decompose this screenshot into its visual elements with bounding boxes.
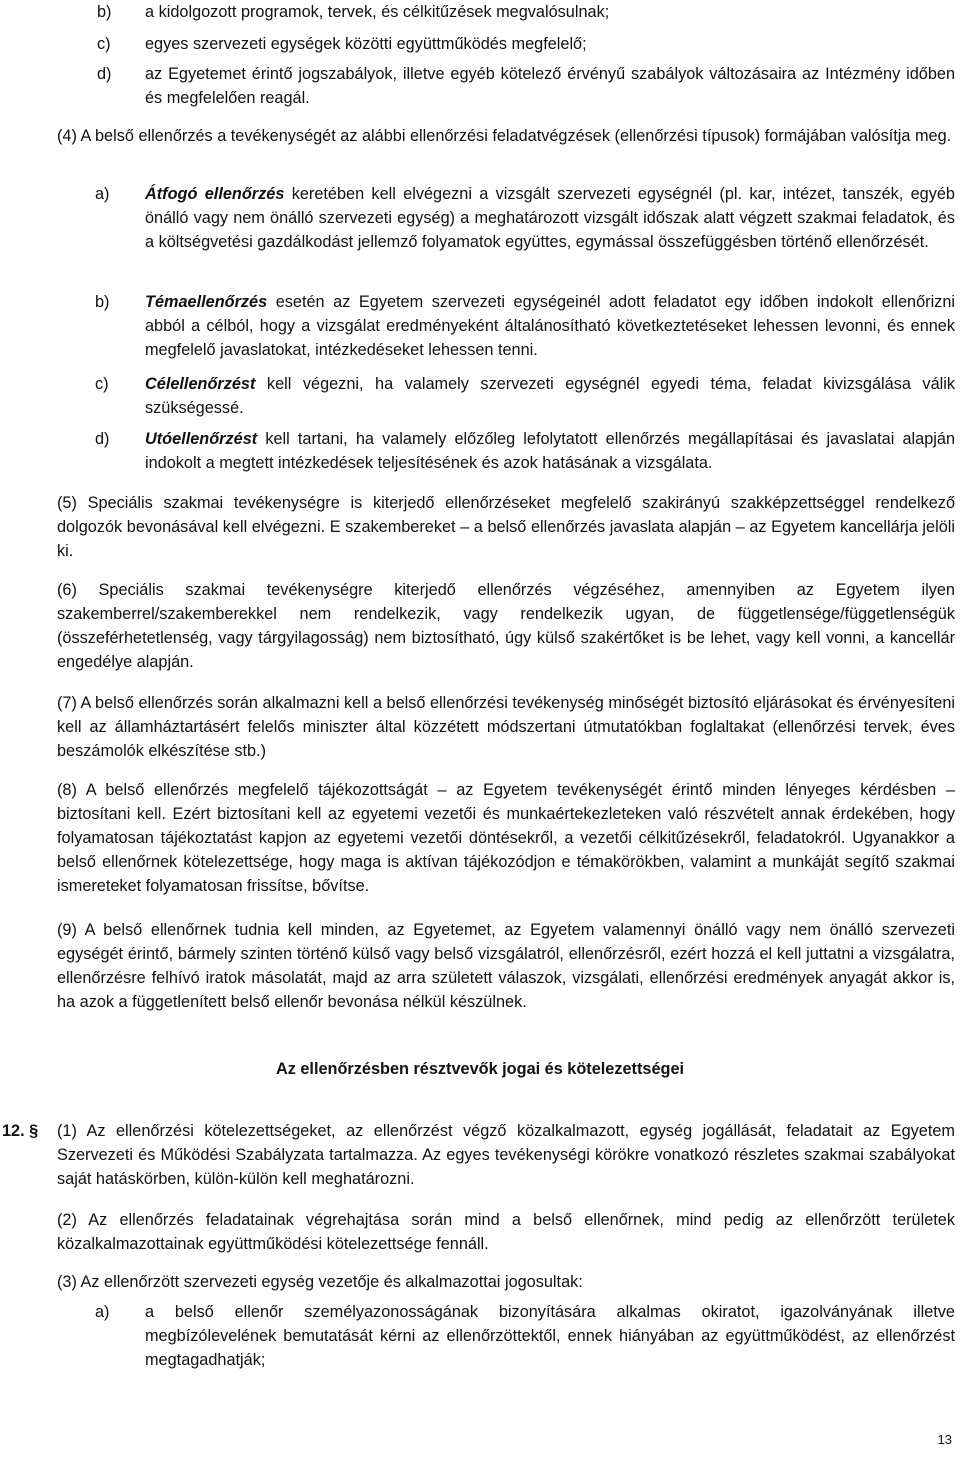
list-text: Utóellenőrzést kell tartani, ha valamely előzőleg lefolytatott ellenőrzés megállapításai és javaslatai alapján indokolt a megtett intézkedések teljesítésének és azok hatásának a vizsgálata. (145, 430, 955, 472)
list-text: egyes szervezeti egységek közötti együttműködés megfelelő; (145, 35, 587, 53)
audit-type-keyword: Témaellenőrzés (145, 293, 268, 311)
list-text: a kidolgozott programok, tervek, és célkitűzések megvalósulnak; (145, 3, 610, 21)
list-label: d) (97, 65, 112, 83)
audit-type-keyword: Átfogó ellenőrzés (145, 185, 285, 203)
list-item (57, 0, 955, 24)
list-label: c) (97, 35, 111, 53)
paragraph-7: (7) A belső ellenőrzés során alkalmazni kell a belső ellenőrzési tevékenység minőségét biztosító eljárásokat és érvényesíteni kell az államháztartásért felelős miniszter által közzétett módszertani útmutatókban foglaltakat (ellenőrzési tervek, éves beszámolók elkészítése stb.) (57, 694, 955, 760)
page-number: 13 (937, 1432, 952, 1447)
section-12-paragraph-1: (1) Az ellenőrzési kötelezettségeket, az ellenőrzést végző közalkalmazott, egység jogállását, feladatait az Egyetem Szervezeti és Működési Szabályzata tartalmazza. Az egyes tevékenységi körökre vonatkozó részletes szakmai szabályokat saját hatáskörben, külön-külön kell meghatározni. (57, 1122, 955, 1188)
list-item (57, 1300, 955, 1372)
list-label: a) (95, 1303, 110, 1321)
paragraph-9: (9) A belső ellenőrnek tudnia kell minden, az Egyetemet, az Egyetem valamennyi önálló vagy nem önálló szervezeti egységét érintő, bármely szinten történő külső vagy belső vizsgálatról, ellenőrzésről, ezért hozzá el kell juttatni a vizsgálatra, ellenőrzésre felhívó iratok másolatát, majd az arra született válaszok, vizsgálati, ellenőrzési eredmények anyagát akkor is, ha azok a függetlenített belső ellenőr bevonása nélkül készülnek. (57, 921, 955, 1011)
list-text: a belső ellenőr személyazonosságának bizonyítására alkalmas okiratot, igazolványának illetve megbízólevelének bemutatását kérni az ellenőrzöttektől, ennek hiányában az együttműködést, az ellenőrzést megtagadhatják; (145, 1303, 955, 1369)
list-label: d) (95, 430, 110, 448)
paragraph-5: (5) Speciális szakmai tevékenységre is kiterjedő ellenőrzéseket megfelelő szakirányú szakképzettséggel rendelkező dolgozók bevonásával kell elvégezni. E szakembereket – a belső ellenőrzés javaslata alapján – az Egyetem kancellárja jelöli ki. (57, 494, 955, 560)
audit-type-keyword: Célellenőrzést (145, 375, 256, 393)
audit-type-item (57, 427, 955, 475)
paragraph-4: (4) A belső ellenőrzés a tevékenységét az alábbi ellenőrzési feladatvégzések (ellenőrzési típusok) formájában valósítja meg. (57, 127, 952, 145)
list-text: Átfogó ellenőrzés keretében kell elvégezni a vizsgált szervezeti egységnél (pl. kar, intézet, tanszék, egyéb önálló vagy nem önálló szervezeti egység) a meghatározott vizsgált időszak alatt végzett szakmai feladatok, és a költségvetési gazdálkodást jellemző folyamatok együttes, egymással összefüggésben történő ellenőrzését. (145, 185, 955, 251)
list-item (57, 62, 955, 110)
audit-type-keyword: Utóellenőrzést (145, 430, 258, 448)
list-text: az Egyetemet érintő jogszabályok, illetve egyéb kötelező érvényű szabályok változásaira az Intézmény időben és megfelelően reagál. (145, 65, 955, 107)
section-number: 12. § (2, 1122, 39, 1140)
list-text: Célellenőrzést kell végezni, ha valamely szervezeti egységnél egyedi téma, feladat kivizsgálása válik szükségessé. (145, 375, 955, 417)
audit-type-item (57, 290, 955, 362)
list-label: b) (97, 3, 112, 21)
list-label: b) (95, 293, 110, 311)
audit-type-item (57, 372, 955, 420)
list-label: a) (95, 185, 110, 203)
audit-type-item (57, 182, 955, 254)
paragraph-6: (6) Speciális szakmai tevékenységre kiterjedő ellenőrzés végzéséhez, amennyiben az Egyetem ilyen szakemberrel/szakemberekkel nem rendelkezik, vagy rendelkezik ugyan, de függetlensége/függetlenségük (összeférhetetlenség, vagy tárgyilagosság) nem biztosítható, úgy külső szakértőket is be lehet, vagy kell vonni, a kancellár engedélye alapján. (57, 581, 955, 671)
section-12-paragraph-3: (3) Az ellenőrzött szervezeti egység vezetője és alkalmazottai jogosultak: (57, 1273, 583, 1291)
list-item (57, 32, 955, 56)
paragraph-8: (8) A belső ellenőrzés megfelelő tájékozottságát – az Egyetem tevékenységét érintő minden lényeges kérdésben – biztosítani kell. Ezért biztosítani kell az egyetemi vezetői és munkaértekezleteken való részvételt annak érdekében, hogy folyamatosan tájékoztatást kapjon az egyetemi vezetői döntésekről, a vezetői célkitűzésekről, feladatokról. Ugyanakkor a belső ellenőrnek kötelezettsége, hogy maga is aktívan tájékozódjon e témakörökben, valamint a munkáját segítő szakmai ismereteket folyamatosan frissítse, bővítse. (57, 781, 955, 895)
section-12-paragraph-2: (2) Az ellenőrzés feladatainak végrehajtása során mind a belső ellenőrnek, mind pedig az ellenőrzött területek közalkalmazottainak együttműködési kötelezettsége fennáll. (57, 1211, 955, 1253)
section-heading: Az ellenőrzésben résztvevők jogai és kötelezettségei (275, 1060, 685, 1078)
list-text: Témaellenőrzés esetén az Egyetem szervezeti egységeinél adott feladatot egy időben indokolt ellenőrizni abból a célból, hogy a vizsgálat eredményeként általánosítható következtetéseket lehessen levonni, és ennek megfelelő javaslatokat, intézkedéseket lehessen tenni. (145, 293, 955, 359)
list-label: c) (95, 375, 109, 393)
